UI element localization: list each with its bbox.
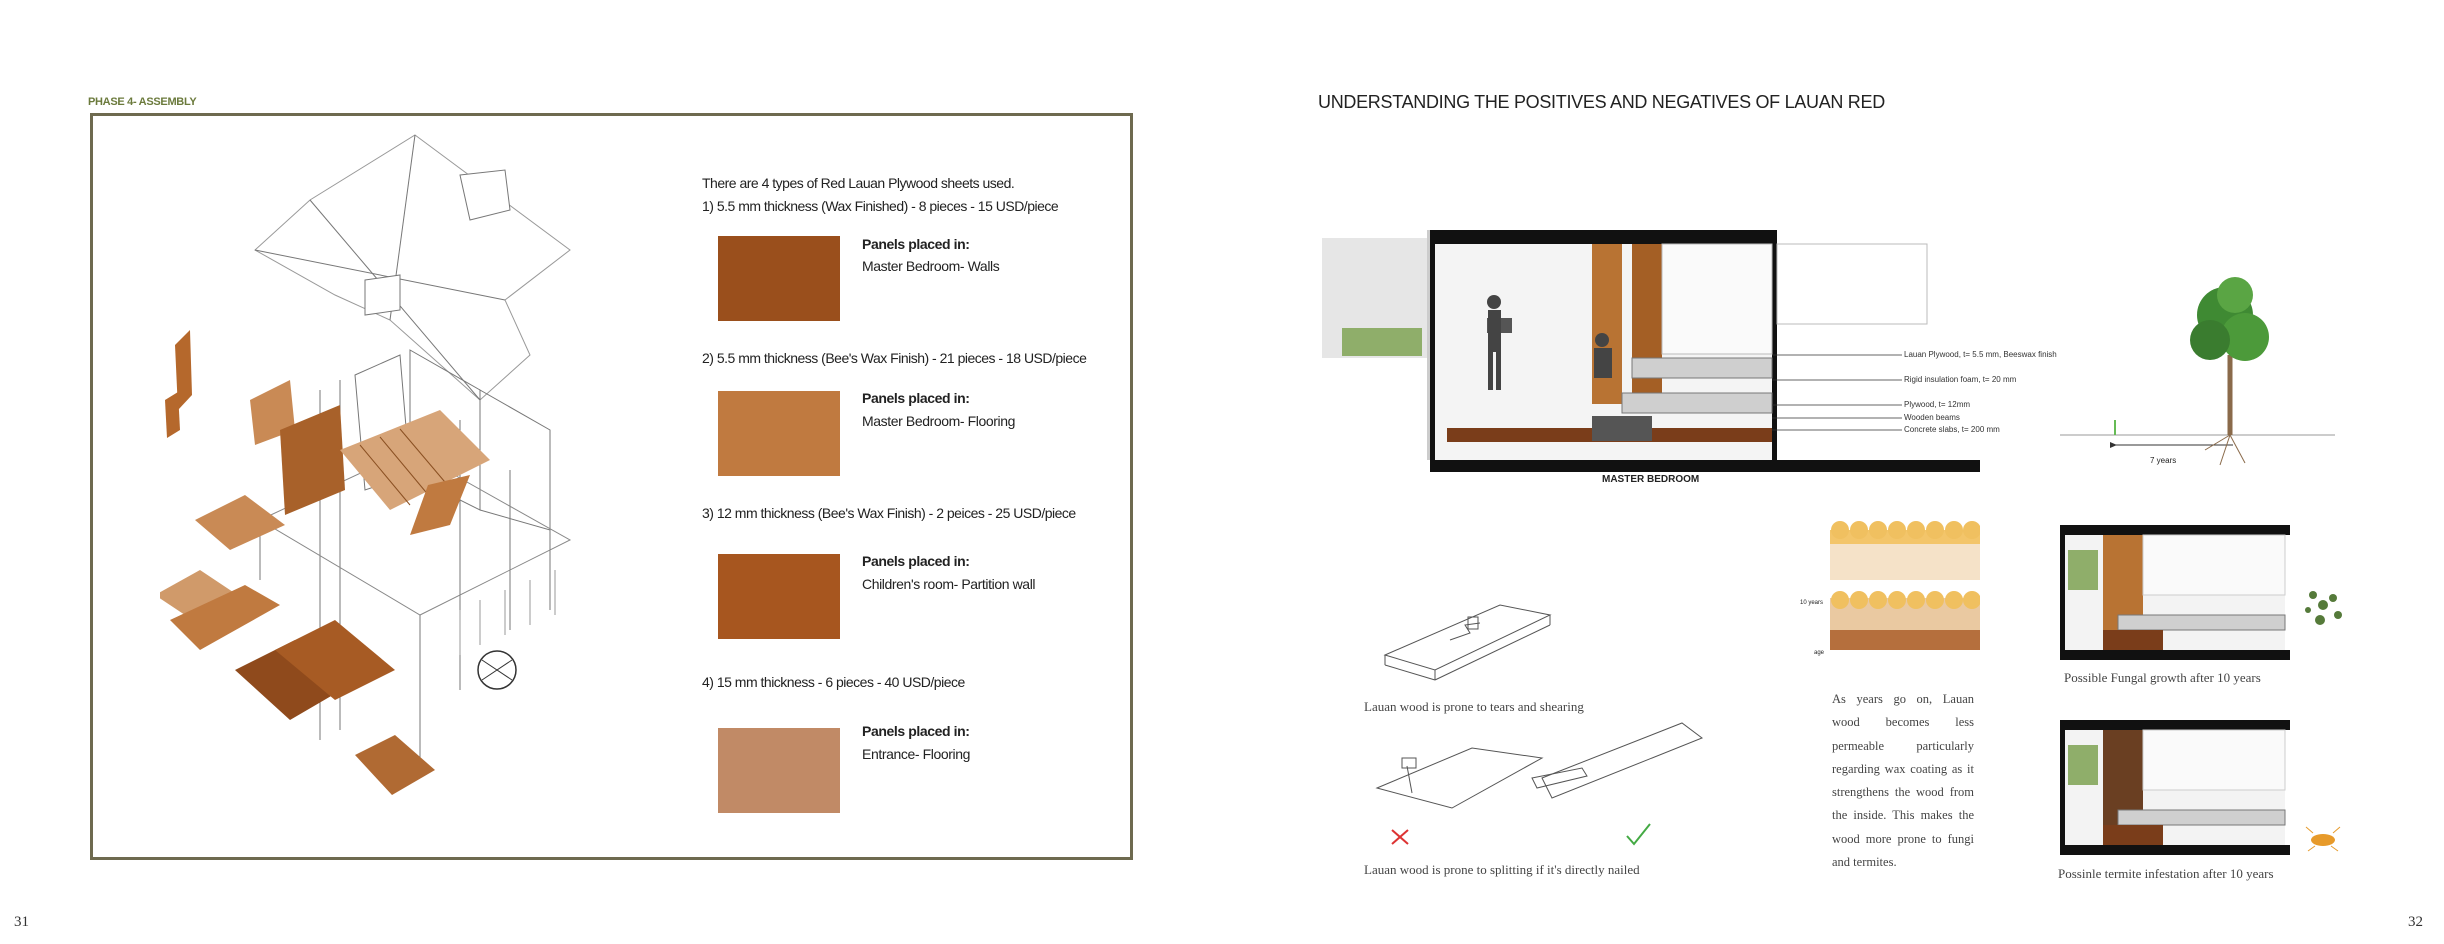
page-title: UNDERSTANDING THE POSITIVES AND NEGATIVES OF LAUAN RED <box>1318 92 1885 112</box>
caption-termite: Possinle termite infestation after 10 years <box>2058 866 2274 881</box>
annotation-insulation: Rigid insulation foam, t= 20 mm <box>1904 375 2017 384</box>
aging-paragraph: As years go on, Lauan wood becomes less permeable particularly regarding wax coating as it strengthens the wood from the inside. This makes the wood more prone to fungi and termites. <box>1832 692 1974 870</box>
page-number-left: 31 <box>14 914 29 930</box>
section-label: MASTER BEDROOM <box>1602 474 1700 485</box>
master-bedroom-section <box>1322 218 2018 473</box>
annotation-lauan-plywood: Lauan Plywood, t= 5.5 mm, Beeswax finish <box>1904 350 2057 359</box>
panel-label-1: Panels placed in: <box>862 236 970 252</box>
panel-location-1: Master Bedroom- Walls <box>862 258 1000 274</box>
wood-tearing-sketch <box>1380 595 1560 690</box>
panel-label-4: Panels placed in: <box>862 723 970 739</box>
swatch-beeswax-5mm <box>718 391 840 476</box>
swatch-wax-finished <box>718 236 840 321</box>
panel-location-2: Master Bedroom- Flooring <box>862 413 1016 429</box>
spec-item-2-heading: 2) 5.5 mm thickness (Bee's Wax Finish) - 21 pieces - 18 USD/piece <box>702 350 1087 366</box>
phase-header: PHASE 4- ASSEMBLY <box>88 96 197 108</box>
annotation-plywood: Plywood, t= 12mm <box>1904 400 1971 409</box>
termite-infestation-section <box>2058 715 2358 860</box>
caption-splitting: Lauan wood is prone to splitting if it's directly nailed <box>1364 862 1640 877</box>
exploded-axonometric-drawing <box>160 130 600 840</box>
wood-nailing-sketch <box>1372 718 1712 858</box>
annotation-wooden-beams: Wooden beams <box>1904 413 1960 422</box>
tree-growth-diagram <box>2055 275 2340 470</box>
spec-item-1-heading: 1) 5.5 mm thickness (Wax Finished) - 8 pieces - 15 USD/piece <box>702 198 1059 214</box>
layers-axis-sublabel: age <box>1814 650 1825 656</box>
wood-layers-diagram <box>1830 520 1980 665</box>
spec-item-3-heading: 3) 12 mm thickness (Bee's Wax Finish) - 2 peices - 25 USD/piece <box>702 505 1076 521</box>
spec-intro: There are 4 types of Red Lauan Plywood sheets used. <box>702 175 1015 191</box>
swatch-beeswax-12mm <box>718 554 840 639</box>
caption-tears: Lauan wood is prone to tears and shearing <box>1364 699 1584 714</box>
spec-item-4-heading: 4) 15 mm thickness - 6 pieces - 40 USD/piece <box>702 674 965 690</box>
caption-fungal: Possible Fungal growth after 10 years <box>2064 670 2261 685</box>
panel-location-3: Children's room- Partition wall <box>862 576 1036 592</box>
page-number-right: 32 <box>2408 914 2423 930</box>
panel-label-3: Panels placed in: <box>862 553 970 569</box>
panel-label-2: Panels placed in: <box>862 390 970 406</box>
tree-caption: 7 years <box>2150 456 2177 465</box>
annotation-concrete: Concrete slabs, t= 200 mm <box>1904 425 2000 434</box>
layers-axis-label: 10 years <box>1800 600 1824 606</box>
swatch-15mm <box>718 728 840 813</box>
panel-location-4: Entrance- Flooring <box>862 746 970 762</box>
fungal-growth-section <box>2058 520 2358 665</box>
